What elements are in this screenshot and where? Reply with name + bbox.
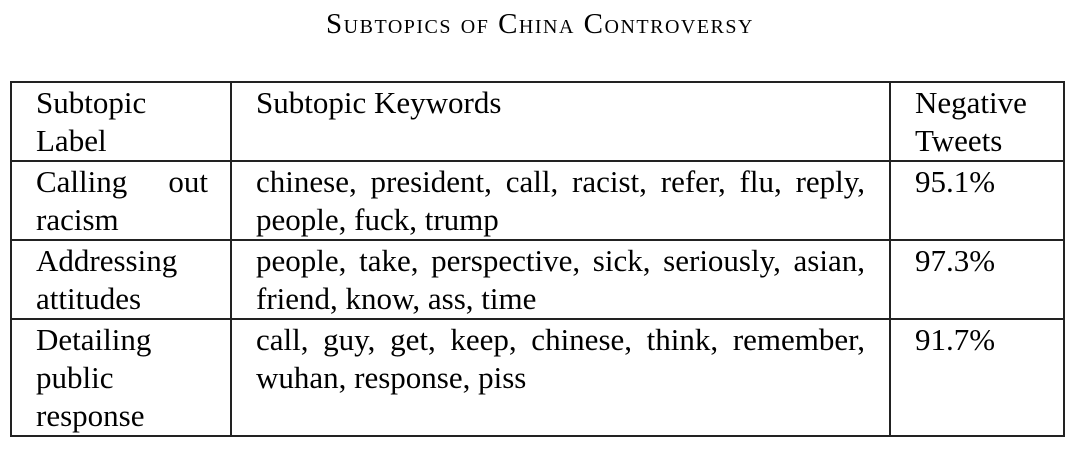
subtopic-keywords-cell: chinese, president, call, racist, refer, flu, reply, people, fuck, trump: [231, 161, 890, 240]
negative-tweets-cell: 91.7%: [890, 319, 1064, 436]
table-header-row: [11, 82, 1064, 161]
table-row: [11, 240, 1064, 319]
subtopics-table: [10, 81, 1065, 437]
header-subtopic-label: Subtopic Label: [11, 82, 231, 161]
table-row: [11, 161, 1064, 240]
header-subtopic-keywords: Subtopic Keywords: [231, 82, 890, 161]
negative-tweets-cell: 95.1%: [890, 161, 1064, 240]
table-row: [11, 319, 1064, 436]
negative-tweets-cell: 97.3%: [890, 240, 1064, 319]
subtopic-label-cell: Calling out racism: [11, 161, 231, 240]
header-negative-tweets: Negative Tweets: [890, 82, 1064, 161]
subtopic-label-cell: Detailing public response: [11, 319, 231, 436]
subtopic-keywords-cell: call, guy, get, keep, chinese, think, remember, wuhan, response, piss: [231, 319, 890, 436]
subtopic-keywords-cell: people, take, perspective, sick, seriously, asian, friend, know, ass, time: [231, 240, 890, 319]
table-caption: Subtopics of China Controversy: [326, 8, 754, 40]
subtopic-label-cell: Addressing attitudes: [11, 240, 231, 319]
